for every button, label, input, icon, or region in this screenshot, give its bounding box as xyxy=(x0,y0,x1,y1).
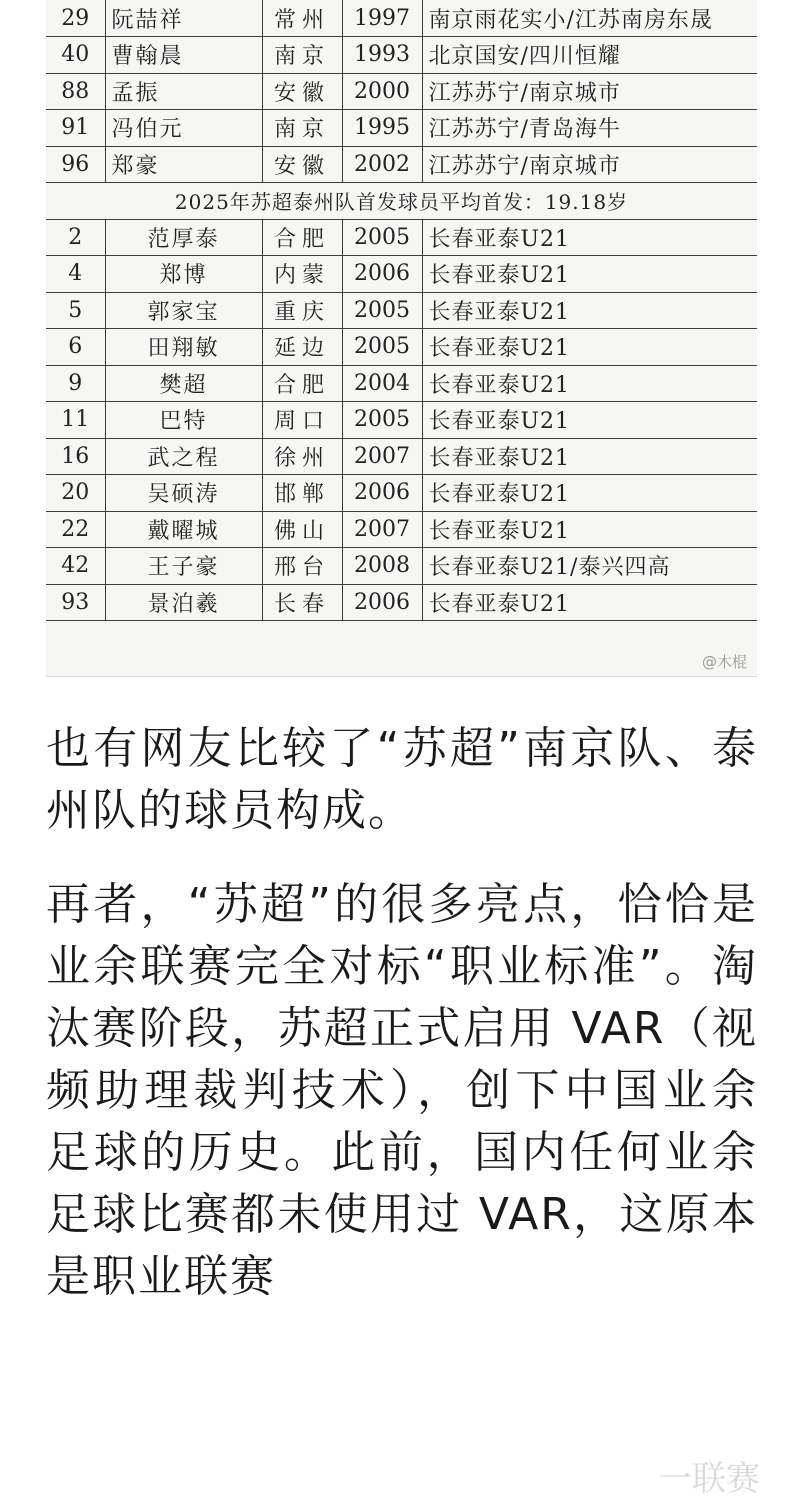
player-number: 6 xyxy=(46,329,105,366)
player-birth-year: 2008 xyxy=(342,548,422,585)
table-row xyxy=(46,146,757,183)
table-row xyxy=(46,584,757,621)
player-number: 93 xyxy=(46,584,105,621)
player-name: 田翔敏 xyxy=(105,329,262,366)
player-birth-year: 2005 xyxy=(342,219,422,256)
player-name: 吴硕涛 xyxy=(105,475,262,512)
player-clubs: 长春亚泰U21 xyxy=(422,438,757,475)
player-birth-year: 2005 xyxy=(342,402,422,439)
player-name: 巴特 xyxy=(105,402,262,439)
player-hometown: 重庆 xyxy=(262,292,342,329)
player-number: 42 xyxy=(46,548,105,585)
player-birth-year: 2004 xyxy=(342,365,422,402)
table-row xyxy=(46,73,757,110)
table-row xyxy=(46,219,757,256)
player-name: 武之程 xyxy=(105,438,262,475)
player-number: 88 xyxy=(46,73,105,110)
player-hometown: 周口 xyxy=(262,402,342,439)
player-name: 范厚泰 xyxy=(105,219,262,256)
article-paragraph: 再者，“苏超”的很多亮点，恰恰是业余联赛完全对标“职业标准”。淘汰赛阶段，苏超正式启用 VAR（视频助理裁判技术），创下中国业余足球的历史。此前，国内任何业余足球比赛都未使用过 VAR，这原本是职业联赛 xyxy=(46,879,758,1302)
player-clubs: 长春亚泰U21 xyxy=(422,219,757,256)
player-number: 91 xyxy=(46,110,105,147)
player-name: 郑豪 xyxy=(105,146,262,183)
player-hometown: 合肥 xyxy=(262,365,342,402)
player-number: 4 xyxy=(46,256,105,293)
table-row xyxy=(46,548,757,585)
player-hometown: 佛山 xyxy=(262,511,342,548)
player-clubs: 北京国安/四川恒耀 xyxy=(422,37,757,74)
player-hometown: 常州 xyxy=(262,0,342,37)
player-number: 22 xyxy=(46,511,105,548)
player-clubs: 长春亚泰U21 xyxy=(422,511,757,548)
player-name: 阮喆祥 xyxy=(105,0,262,37)
player-birth-year: 2007 xyxy=(342,438,422,475)
player-number: 40 xyxy=(46,37,105,74)
player-hometown: 邢台 xyxy=(262,548,342,585)
player-number: 9 xyxy=(46,365,105,402)
player-clubs: 南京雨花实小/江苏南房东晟 xyxy=(422,0,757,37)
section-title: 2025年苏超泰州队首发球员平均首发：19.18岁 xyxy=(46,183,757,220)
player-hometown: 安徽 xyxy=(262,73,342,110)
table-row xyxy=(46,256,757,293)
player-clubs: 长春亚泰U21 xyxy=(422,584,757,621)
roster-table-image xyxy=(46,0,757,677)
player-hometown: 邯郸 xyxy=(262,475,342,512)
player-clubs: 长春亚泰U21 xyxy=(422,256,757,293)
player-birth-year: 2006 xyxy=(342,475,422,512)
player-name: 曹翰晨 xyxy=(105,37,262,74)
player-name: 戴曜城 xyxy=(105,511,262,548)
player-number: 5 xyxy=(46,292,105,329)
player-number: 11 xyxy=(46,402,105,439)
player-birth-year: 2005 xyxy=(342,329,422,366)
player-hometown: 合肥 xyxy=(262,219,342,256)
player-birth-year: 2000 xyxy=(342,73,422,110)
player-birth-year: 1995 xyxy=(342,110,422,147)
player-birth-year: 2007 xyxy=(342,511,422,548)
player-number: 20 xyxy=(46,475,105,512)
player-birth-year: 2006 xyxy=(342,584,422,621)
section-title-row xyxy=(46,183,757,220)
player-number: 2 xyxy=(46,219,105,256)
player-hometown: 南京 xyxy=(262,37,342,74)
table-row xyxy=(46,329,757,366)
player-clubs: 江苏苏宁/南京城市 xyxy=(422,73,757,110)
player-number: 16 xyxy=(46,438,105,475)
article-paragraph: 也有网友比较了“苏超”南京队、泰州队的球员构成。 xyxy=(46,723,758,836)
player-name: 孟振 xyxy=(105,73,262,110)
player-hometown: 长春 xyxy=(262,584,342,621)
player-clubs: 长春亚泰U21 xyxy=(422,365,757,402)
player-clubs: 长春亚泰U21/泰兴四高 xyxy=(422,548,757,585)
article-body xyxy=(46,718,758,1308)
player-hometown: 安徽 xyxy=(262,146,342,183)
corner-watermark: 一联赛 xyxy=(658,1459,760,1499)
player-clubs: 江苏苏宁/南京城市 xyxy=(422,146,757,183)
table-row xyxy=(46,365,757,402)
player-clubs: 长春亚泰U21 xyxy=(422,329,757,366)
player-birth-year: 2002 xyxy=(342,146,422,183)
player-birth-year: 1997 xyxy=(342,0,422,37)
player-name: 郭家宝 xyxy=(105,292,262,329)
player-hometown: 内蒙 xyxy=(262,256,342,293)
player-number: 29 xyxy=(46,0,105,37)
player-number: 96 xyxy=(46,146,105,183)
player-name: 冯伯元 xyxy=(105,110,262,147)
table-row xyxy=(46,511,757,548)
player-birth-year: 1993 xyxy=(342,37,422,74)
player-name: 郑博 xyxy=(105,256,262,293)
player-name: 景泊羲 xyxy=(105,584,262,621)
player-birth-year: 2005 xyxy=(342,292,422,329)
roster-table xyxy=(46,0,757,621)
player-birth-year: 2006 xyxy=(342,256,422,293)
table-row xyxy=(46,475,757,512)
player-clubs: 长春亚泰U21 xyxy=(422,292,757,329)
player-clubs: 长春亚泰U21 xyxy=(422,475,757,512)
table-row xyxy=(46,37,757,74)
player-hometown: 南京 xyxy=(262,110,342,147)
player-clubs: 长春亚泰U21 xyxy=(422,402,757,439)
table-row xyxy=(46,110,757,147)
player-name: 樊超 xyxy=(105,365,262,402)
table-row xyxy=(46,0,757,37)
player-hometown: 徐州 xyxy=(262,438,342,475)
player-name: 王子豪 xyxy=(105,548,262,585)
table-row xyxy=(46,292,757,329)
player-clubs: 江苏苏宁/青岛海牛 xyxy=(422,110,757,147)
player-hometown: 延边 xyxy=(262,329,342,366)
table-row xyxy=(46,438,757,475)
source-watermark: @木棍 xyxy=(701,653,747,671)
table-row xyxy=(46,402,757,439)
